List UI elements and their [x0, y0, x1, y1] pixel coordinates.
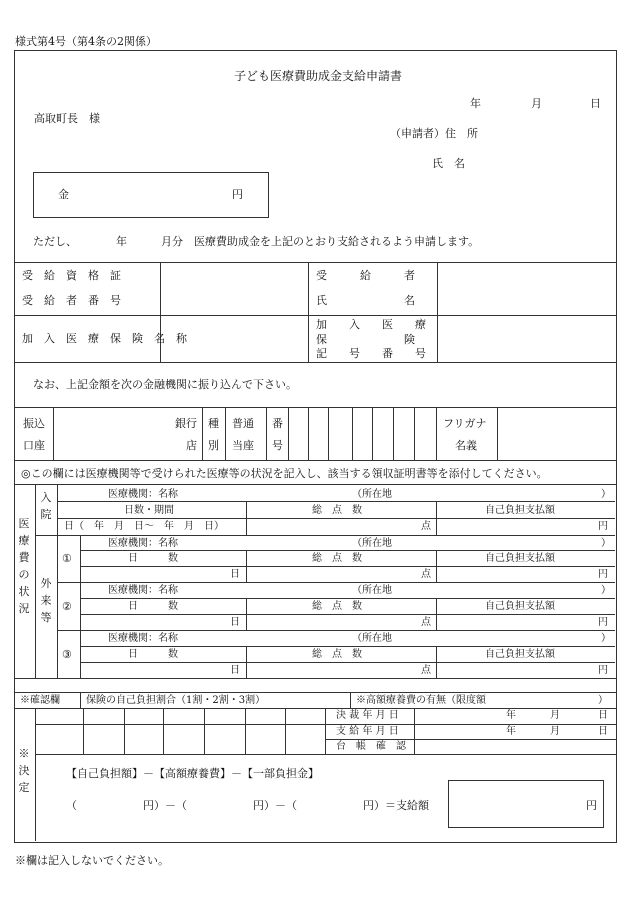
- outpatient-num-3: ③: [62, 648, 72, 661]
- outpatient-1-total-points: 総 点 数: [312, 553, 362, 564]
- inpatient-location-close: ）: [601, 489, 611, 500]
- decision-date-month: 月: [550, 710, 560, 721]
- payment-date-month: 月: [550, 726, 560, 737]
- outpatient-1-yen-unit: 円: [598, 569, 608, 580]
- payment-date-label: 支 給 年 月 日: [336, 726, 399, 737]
- bank-note: なお、上記金額を次の金融機関に振り込んで下さい。: [33, 378, 297, 391]
- outpatient-3-self-pay: 自己負担支払額: [485, 649, 555, 660]
- insurance-name-input[interactable]: [161, 316, 307, 361]
- outpatient-3-yen-unit: 円: [598, 665, 608, 676]
- insurance-name-label: 加 入 医 療 保 険 名 称: [22, 332, 187, 345]
- outpatient-2-day-unit: 日: [230, 617, 240, 628]
- outpatient-2-yen-unit: 円: [598, 617, 608, 628]
- outpatient-num-2: ②: [62, 600, 72, 613]
- outpatient-1-location-open: （所在地: [352, 538, 392, 549]
- decision-date-label: 決 裁 年 月 日: [336, 710, 399, 721]
- decision-formula: 【自己負担額】－【高額療養費】－【一部負担金】: [66, 767, 319, 780]
- addressee: 高取町長 様: [34, 112, 100, 125]
- cert-input[interactable]: [161, 263, 307, 314]
- furikomi-label: 振込: [23, 417, 45, 430]
- outpatient-num-1: ①: [62, 552, 72, 565]
- cert-label: 受 給 資 格 証: [22, 269, 121, 282]
- confirm-label: ※確認欄: [20, 695, 60, 706]
- medical-note: ◎この欄には医療機関等で受けられた医療等の状況を記入し、該当する領収証明書等を添付してください。: [21, 467, 548, 480]
- applicant-address-label: （申請者）住 所: [390, 127, 478, 140]
- outpatient-1-day-unit: 日: [230, 569, 240, 580]
- branch-suffix: 店: [186, 439, 197, 452]
- furigana-label: フリガナ: [443, 417, 487, 430]
- date-year: 年: [470, 97, 481, 110]
- outpatient-3-location-open: （所在地: [352, 633, 392, 644]
- number-label-1: 番: [272, 417, 283, 430]
- inpatient-point-unit: 点: [421, 521, 431, 532]
- outpatient-1-inst-label: 医療機関：名称: [108, 538, 178, 549]
- inpatient-days-period: 日数・期間: [124, 505, 174, 516]
- ledger-check-label: 台 帳 確 認: [336, 741, 406, 752]
- outpatient-label: 外来等: [40, 577, 52, 625]
- statement-prefix: ただし、: [33, 235, 77, 248]
- footer-note: ※欄は記入しないでください。: [15, 854, 169, 867]
- statement-text: 月分 医療費助成金を上記のとおり支給されるよう申請します。: [161, 235, 480, 248]
- outpatient-2-location-open: （所在地: [352, 585, 392, 596]
- form-title: 子ども医療費助成金支給申請書: [234, 69, 403, 83]
- decision-date-year: 年: [506, 710, 516, 721]
- account-type-label-1: 種: [208, 417, 219, 430]
- bank-name-input[interactable]: [54, 408, 174, 459]
- touza-option[interactable]: 当座: [232, 439, 254, 452]
- amount-yen-unit: 円: [232, 188, 243, 201]
- payment-date-year: 年: [506, 726, 516, 737]
- account-holder-input[interactable]: [498, 408, 615, 459]
- outpatient-1-self-pay: 自己負担支払額: [485, 553, 555, 564]
- insurance-info-line3: 記 号 番 号: [316, 347, 426, 360]
- outpatient-1-location-close: ）: [601, 538, 611, 549]
- inpatient-label: 入院: [40, 491, 52, 522]
- outpatient-3-point-unit: 点: [421, 665, 431, 676]
- outpatient-1-days: 日 数: [128, 553, 178, 564]
- number-label-2: 号: [272, 439, 283, 452]
- inpatient-period-row: 日（ 年 月 日～ 年 月 日）: [64, 521, 224, 532]
- payment-amount-yen: 円: [586, 799, 597, 812]
- outpatient-2-point-unit: 点: [421, 617, 431, 628]
- futsu-option[interactable]: 普通: [232, 417, 254, 430]
- applicant-name-label: 氏 名: [432, 157, 465, 170]
- payment-date-day: 日: [598, 726, 608, 737]
- account-type-label-2: 別: [208, 439, 219, 452]
- outpatient-3-location-close: ）: [601, 633, 611, 644]
- recipient-label: 受 給 者: [316, 269, 415, 282]
- outpatient-1-point-unit: 点: [421, 569, 431, 580]
- recipient-number-label: 受 給 者 番 号: [22, 294, 121, 307]
- inpatient-inst-label: 医療機関：名称: [108, 489, 178, 500]
- outpatient-3-inst-label: 医療機関：名称: [108, 633, 178, 644]
- kouza-label: 口座: [23, 439, 45, 452]
- outpatient-2-days: 日 数: [128, 601, 178, 612]
- inpatient-location-open: （所在地: [352, 489, 392, 500]
- inpatient-self-pay: 自己負担支払額: [485, 505, 555, 516]
- medical-status-side-label: 医療費の状況: [18, 517, 30, 616]
- statement-year: 年: [116, 235, 127, 248]
- outpatient-3-total-points: 総 点 数: [312, 649, 362, 660]
- insurance-info-line2: 保 険: [316, 333, 415, 346]
- outpatient-3-days: 日 数: [128, 649, 178, 660]
- outpatient-2-location-close: ）: [601, 585, 611, 596]
- outpatient-3-day-unit: 日: [230, 665, 240, 676]
- bank-suffix: 銀行: [175, 417, 197, 430]
- recipient-name-input[interactable]: [438, 263, 615, 314]
- inpatient-yen-unit: 円: [598, 521, 608, 532]
- burden-ratio-label: 保険の自己負担割合（1割・2割・3割）: [86, 695, 266, 706]
- kogaku-close: ）: [598, 695, 608, 706]
- insurance-number-input[interactable]: [438, 316, 615, 361]
- date-day: 日: [590, 97, 601, 110]
- account-holder-label: 名義: [455, 439, 477, 452]
- kogaku-label: ※高額療養費の有無（限度額: [356, 695, 486, 706]
- outpatient-2-total-points: 総 点 数: [312, 601, 362, 612]
- outpatient-2-self-pay: 自己負担支払額: [485, 601, 555, 612]
- form-number: 様式第4号（第4条の2関係）: [15, 35, 157, 48]
- decision-side-label: ※決定: [18, 747, 30, 795]
- date-month: 月: [531, 97, 542, 110]
- insurance-info-line1: 加 入 医 療: [316, 318, 426, 331]
- outpatient-2-inst-label: 医療機関：名称: [108, 585, 178, 596]
- payment-amount-box: [448, 780, 604, 828]
- decision-date-day: 日: [598, 710, 608, 721]
- inpatient-total-points: 総 点 数: [312, 505, 362, 516]
- decision-calc: （ 円）－（ 円）－（ 円）＝支給額: [66, 799, 429, 812]
- amount-label: 金: [58, 188, 69, 201]
- recipient-name-label: 氏 名: [316, 294, 415, 307]
